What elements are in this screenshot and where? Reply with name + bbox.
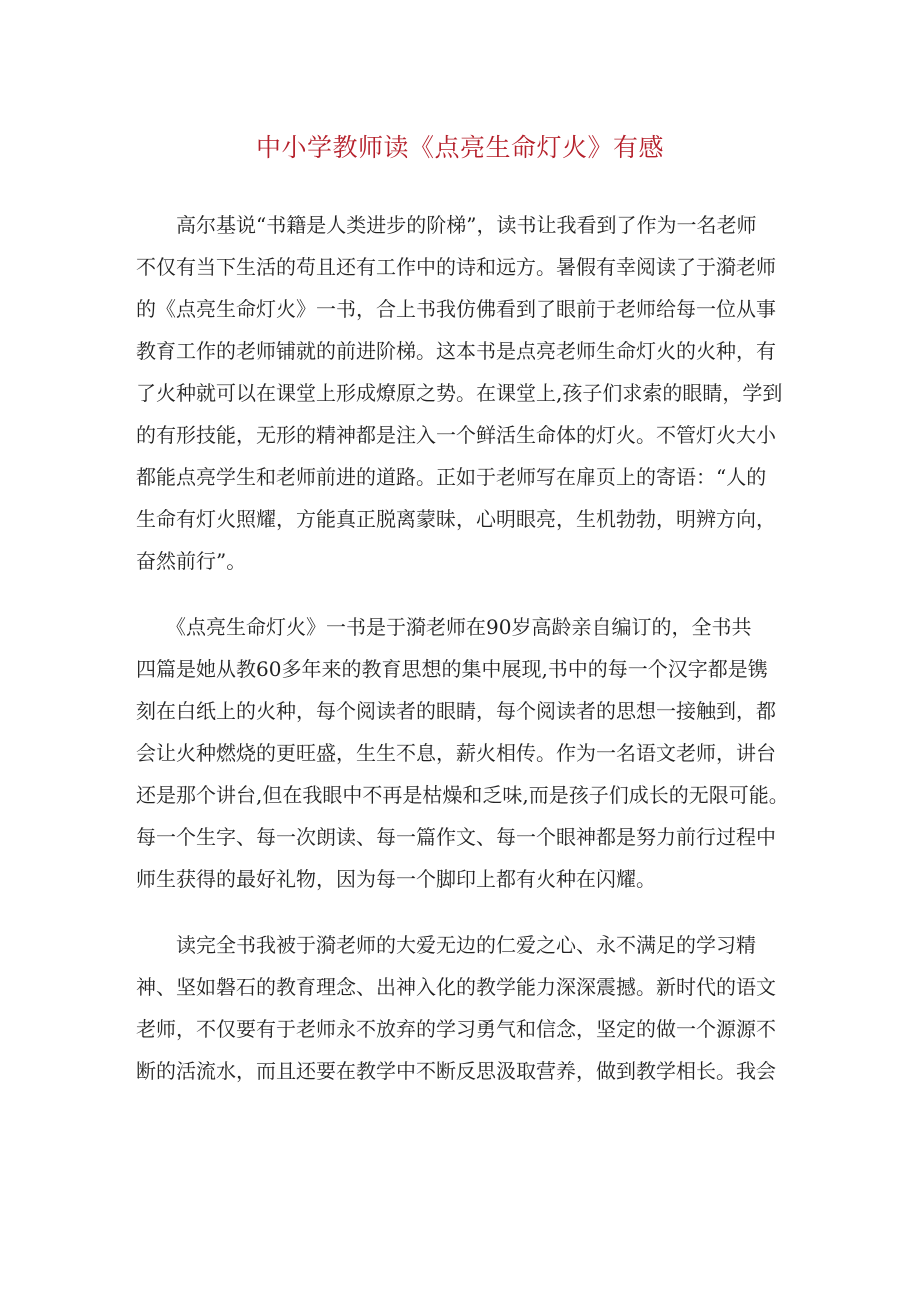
text-line: 会让火种燃烧的更旺盛，生生不息，薪火相传。作为一名语文老师，讲台 xyxy=(136,741,776,765)
document-body xyxy=(136,204,789,1092)
text-line: 还是那个讲台,但在我眼中不再是枯燥和乏味,而是孩子们成长的无限可能。 xyxy=(136,783,789,807)
text-line: 每一个生字、每一次朗读、每一篇作文、每一个眼神都是努力前行过程中 xyxy=(136,825,776,849)
text-line: 四篇是她从教60多年来的教育思想的集中展现,书中的每一个汉字都是镌 xyxy=(136,657,768,681)
text-line: 的《点亮生命灯火》一书，合上书我仿佛看到了眼前于老师给每一位从事 xyxy=(136,297,776,321)
paragraph xyxy=(136,924,776,1092)
text-line: 教育工作的老师铺就的前进阶梯。这本书是点亮老师生命灯火的火种，有 xyxy=(136,339,776,363)
text-line: 都能点亮学生和老师前进的道路。正如于老师写在扉页上的寄语：“人的 xyxy=(136,465,767,489)
text-line: 老师，不仅要有于老师永不放弃的学习勇气和信念，坚定的做一个源源不 xyxy=(136,1017,776,1041)
text-line: 神、坚如磐石的教育理念、出神入化的教学能力深深震撼。新时代的语文 xyxy=(136,975,776,999)
text-line: 了火种就可以在课堂上形成燎原之势。在课堂上,孩子们求索的眼睛，学到 xyxy=(136,381,783,405)
paragraph xyxy=(136,204,783,582)
text-line: 刻在白纸上的火种，每个阅读者的眼睛，每个阅读者的思想一接触到，都 xyxy=(136,699,776,723)
text-line: 不仅有当下生活的苟且还有工作中的诗和远方。暑假有幸阅读了于漪老师 xyxy=(136,255,776,279)
paragraph xyxy=(136,606,789,900)
text-line: 的有形技能，无形的精神都是注入一个鲜活生命体的灯火。不管灯火大小 xyxy=(136,423,776,447)
paragraph-spacer xyxy=(136,900,776,924)
text-line: 生命有灯火照耀，方能真正脱离蒙昧，心明眼亮，生机勃勃，明辨方向， xyxy=(136,507,776,531)
text-line: 师生获得的最好礼物，因为每一个脚印上都有火种在闪耀。 xyxy=(136,867,656,891)
text-line: 《点亮生命灯火》一书是于漪老师在90岁高龄亲自编订的，全书共 xyxy=(136,615,752,639)
text-line: 高尔基说“书籍是人类进步的阶梯”，读书让我看到了作为一名老师 xyxy=(136,213,757,237)
text-line: 奋然前行”。 xyxy=(136,549,247,573)
text-line: 读完全书我被于漪老师的大爱无边的仁爱之心、永不满足的学习精 xyxy=(136,933,756,957)
document-title: 中小学教师读《点亮生命灯火》有感 xyxy=(255,133,664,162)
text-line: 断的活流水，而且还要在教学中不断反思汲取营养，做到教学相长。我会 xyxy=(136,1059,776,1083)
paragraph-spacer xyxy=(136,582,776,606)
